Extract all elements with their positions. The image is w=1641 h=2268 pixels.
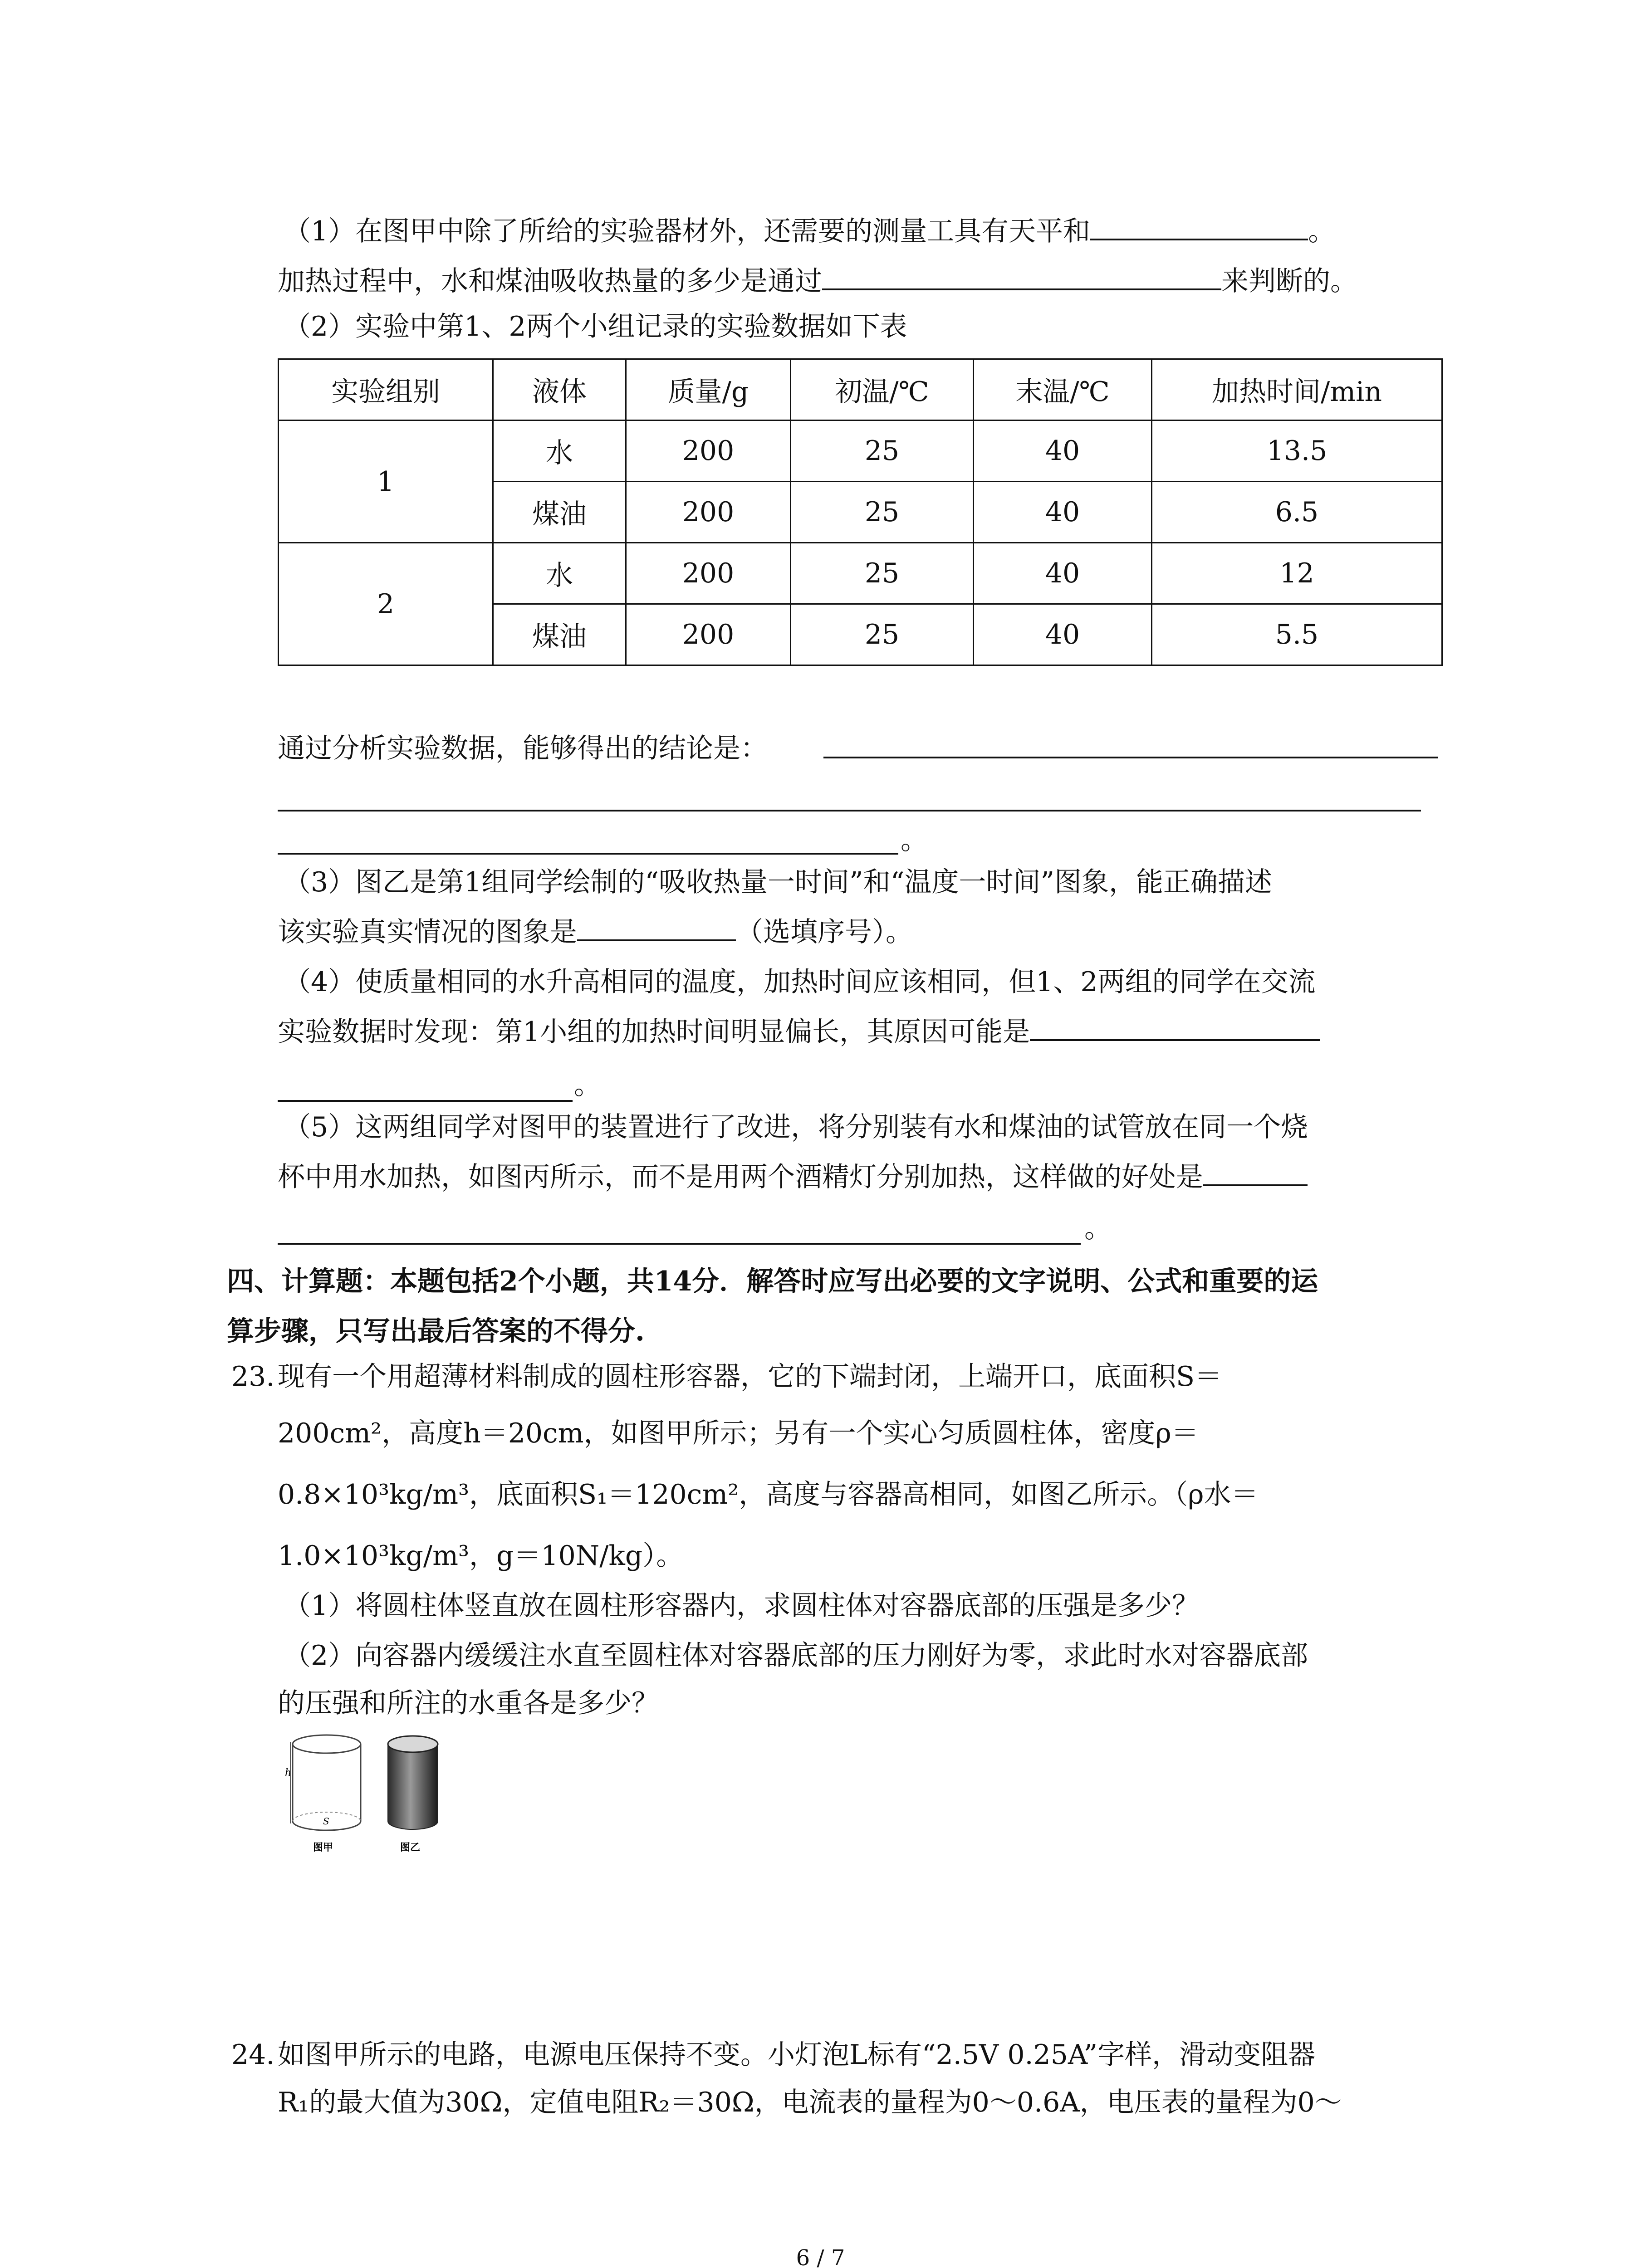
table-cell: 40 xyxy=(974,420,1152,482)
table-header-row xyxy=(279,359,1442,420)
q23-line4: 1.0×10³kg/m³，g＝10N/kg）。 xyxy=(278,1540,684,1572)
q23-line2: 200cm²，高度h＝20cm，如图甲所示；另有一个实心匀质圆柱体，密度ρ＝ xyxy=(278,1418,1199,1449)
answer-blank[interactable] xyxy=(1030,1014,1320,1041)
question-number: 24. xyxy=(231,2039,275,2071)
table-cell: 25 xyxy=(791,543,974,604)
q23-question2-line2: 的压强和所注的水重各是多少？ xyxy=(278,1687,659,1719)
table-cell: 13.5 xyxy=(1152,420,1442,482)
conclusion-prompt: 通过分析实验数据，能够得出的结论是： xyxy=(278,733,768,764)
q23-question1: （1）将圆柱体竖直放在圆柱形容器内，求圆柱体对容器底部的压强是多少？ xyxy=(284,1590,1200,1622)
answer-blank[interactable] xyxy=(278,853,898,855)
q24-line1: 如图甲所示的电路，电源电压保持不变。小灯泡L标有“2.5V 0.25A”字样，滑动变阻器 xyxy=(278,2039,1316,2071)
table-row xyxy=(279,543,1442,604)
table-header-cell: 初温/℃ xyxy=(791,359,974,420)
answer-blank[interactable] xyxy=(278,1100,573,1102)
section-heading: 算步骤，只写出最后答案的不得分. xyxy=(227,1315,645,1347)
q22-part5-line1: （5）这两组同学对图甲的装置进行了改进，将分别装有水和煤油的试管放在同一个烧 xyxy=(284,1111,1308,1143)
q22-part1-line2: 加热过程中，水和煤油吸收热量的多少是通过 来判断的。 xyxy=(278,263,1357,299)
q22-part5-line2: 杯中用水加热，如图丙所示，而不是用两个酒精灯分别加热，这样做的好处是 xyxy=(278,1159,1308,1195)
q23-question2-line1: （2）向容器内缓缓注水直至圆柱体对容器底部的压力刚好为零，求此时水对容器底部 xyxy=(284,1640,1308,1672)
area-label: S xyxy=(323,1816,329,1827)
q24-line2: R₁的最大值为30Ω，定值电阻R₂＝30Ω，电流表的量程为0～0.6A，电压表的量程为0～ xyxy=(278,2087,1342,2118)
section-heading: 四、计算题：本题包括2个小题，共14分．解答时应写出必要的文字说明、公式和重要的运 xyxy=(227,1266,1318,1297)
q22-part4-line2: 实验数据时发现：第1小组的加热时间明显偏长，其原因可能是 xyxy=(278,1014,1320,1050)
q22-part2-intro: （2）实验中第1、2两个小组记录的实验数据如下表 xyxy=(284,311,907,342)
question-number: 23. xyxy=(231,1361,275,1393)
answer-blank[interactable] xyxy=(278,810,1421,811)
q23-line3: 0.8×10³kg/m³，底面积S₁＝120cm²，高度与容器高相同，如图乙所示。（ρ水＝ xyxy=(278,1479,1259,1510)
table-cell: 200 xyxy=(626,543,791,604)
q22-part4-line1: （4）使质量相同的水升高相同的温度，加热时间应该相同，但1、2两组的同学在交流 xyxy=(284,966,1316,998)
q22-part5-period: 。 xyxy=(1084,1212,1112,1244)
table-cell: 25 xyxy=(791,420,974,482)
table-cell: 40 xyxy=(974,482,1152,543)
table-row xyxy=(279,420,1442,482)
cylinder-figures xyxy=(281,1724,463,1860)
figure-jia-caption: 图甲 xyxy=(313,1842,333,1853)
table-header-cell: 液体 xyxy=(493,359,626,420)
answer-blank[interactable] xyxy=(278,1243,1081,1245)
table-header-cell: 末温/℃ xyxy=(974,359,1152,420)
table-cell: 水 xyxy=(493,543,626,604)
table-cell: 水 xyxy=(493,420,626,482)
q22-part1-line1: （1）在图甲中除了所给的实验器材外，还需要的测量工具有天平和 。 xyxy=(284,213,1335,249)
table-cell: 40 xyxy=(974,604,1152,665)
table-header-cell: 实验组别 xyxy=(279,359,493,420)
table-cell: 煤油 xyxy=(493,482,626,543)
table-cell: 6.5 xyxy=(1152,482,1442,543)
table-cell: 200 xyxy=(626,482,791,543)
answer-blank[interactable] xyxy=(822,263,1221,290)
page-number: 6 / 7 xyxy=(796,2245,845,2268)
group-cell: 1 xyxy=(279,420,493,543)
cylinder-figure-yi xyxy=(388,1736,438,1853)
table-cell: 煤油 xyxy=(493,604,626,665)
height-label: h xyxy=(285,1767,292,1779)
q22-part4-period: 。 xyxy=(574,1069,601,1101)
table-cell: 12 xyxy=(1152,543,1442,604)
table-cell: 5.5 xyxy=(1152,604,1442,665)
answer-blank[interactable] xyxy=(1090,213,1308,240)
table-header-cell: 质量/g xyxy=(626,359,791,420)
table-cell: 200 xyxy=(626,604,791,665)
conclusion-period: 。 xyxy=(901,824,928,856)
q22-part3-line1: （3）图乙是第1组同学绘制的“吸收热量一时间”和“温度一时间”图象，能正确描述 xyxy=(284,866,1273,898)
answer-blank[interactable] xyxy=(1203,1159,1308,1186)
answer-blank[interactable] xyxy=(577,914,736,941)
group-cell: 2 xyxy=(279,543,493,665)
figure-yi-caption: 图乙 xyxy=(400,1842,421,1853)
q23-line1: 现有一个用超薄材料制成的圆柱形容器，它的下端封闭，上端开口，底面积S＝ xyxy=(278,1361,1222,1393)
table-header-cell: 加热时间/min xyxy=(1152,359,1442,420)
table-cell: 40 xyxy=(974,543,1152,604)
container-figure-jia xyxy=(285,1735,361,1853)
experiment-data-table xyxy=(278,358,1443,666)
answer-blank[interactable] xyxy=(823,757,1438,758)
table-cell: 25 xyxy=(791,604,974,665)
table-cell: 25 xyxy=(791,482,974,543)
q22-part3-line2: 该实验真实情况的图象是 （选填序号）。 xyxy=(278,914,913,950)
table-cell: 200 xyxy=(626,420,791,482)
